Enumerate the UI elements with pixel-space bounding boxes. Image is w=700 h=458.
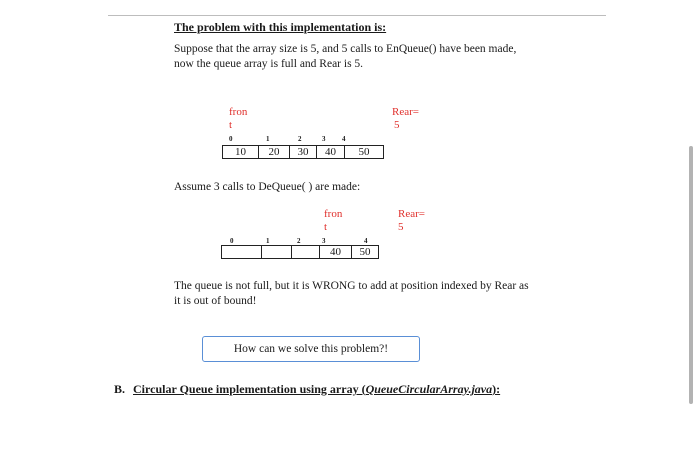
rear-label-line-2: 5 [394, 119, 400, 131]
index-label: 0 [230, 237, 234, 245]
section-title-suffix: ): [492, 382, 501, 396]
note-line-2: it is out of bound! [174, 295, 257, 307]
array-cell [221, 245, 262, 259]
index-label: 2 [298, 135, 302, 143]
front-label-line-1: fron [324, 208, 343, 220]
top-divider [108, 15, 606, 16]
index-label: 3 [322, 237, 326, 245]
note-line-1: The queue is not full, but it is WRONG to add at position indexed by Rear as [174, 280, 529, 292]
array-cell: 20 [258, 145, 290, 159]
front-label [229, 106, 247, 132]
index-label: 1 [266, 135, 270, 143]
assume-text: Assume 3 calls to DeQueue( ) are made: [174, 181, 361, 193]
array-cell: 30 [289, 145, 317, 159]
index-label: 2 [297, 237, 301, 245]
intro-line-2: now the queue array is full and Rear is 5. [174, 58, 364, 70]
front-label-line-2: t [324, 221, 328, 233]
rear-label [392, 106, 419, 132]
front-label [324, 208, 342, 234]
rear-label-line-1: Rear= [398, 208, 425, 220]
section-letter: B. [114, 382, 126, 396]
section-title-prefix: Circular Queue implementation using array ( [133, 382, 366, 396]
index-label: 4 [342, 135, 346, 143]
note-paragraph [174, 279, 594, 309]
index-label: 0 [229, 135, 233, 143]
array-cell [291, 245, 320, 259]
callout-question: How can we solve this problem?! [202, 336, 420, 362]
array-cell: 10 [222, 145, 259, 159]
array-cell: 50 [344, 145, 384, 159]
section-heading [114, 382, 500, 397]
problem-heading: The problem with this implementation is: [174, 20, 387, 34]
rear-label-line-1: Rear= [392, 106, 419, 118]
front-label-line-2: t [229, 119, 233, 131]
array-cell [261, 245, 292, 259]
section-title [133, 382, 500, 396]
front-label-line-1: fron [229, 106, 248, 118]
array-cell: 50 [351, 245, 379, 259]
index-label: 3 [322, 135, 326, 143]
intro-paragraph [174, 42, 594, 72]
array-cell: 40 [319, 245, 352, 259]
intro-line-1: Suppose that the array size is 5, and 5 calls to EnQueue() have been made, [174, 43, 517, 55]
section-title-file: QueueCircularArray.java [365, 382, 493, 396]
index-label: 4 [364, 237, 368, 245]
array-cell: 40 [316, 145, 345, 159]
rear-label-line-2: 5 [398, 221, 404, 233]
rear-label [398, 208, 425, 234]
vertical-scrollbar[interactable] [689, 146, 693, 404]
index-label: 1 [266, 237, 270, 245]
